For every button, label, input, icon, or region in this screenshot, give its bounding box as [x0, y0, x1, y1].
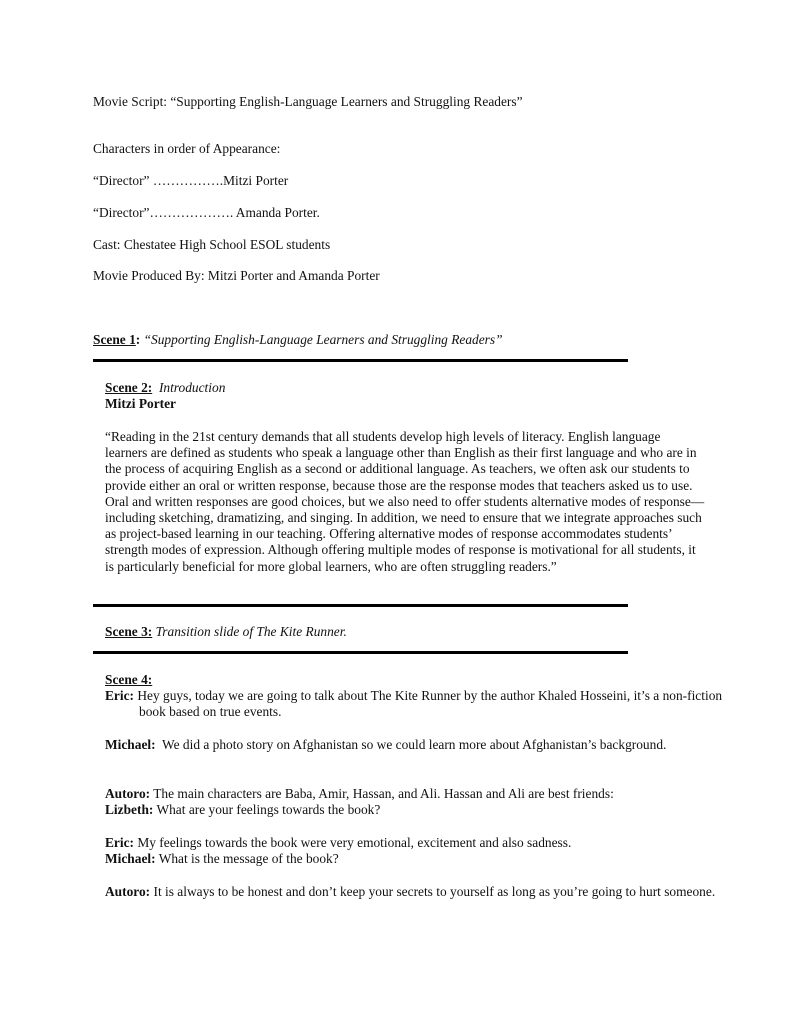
speaker-name: Michael: — [105, 737, 156, 752]
dialogue-line — [105, 737, 739, 753]
dialogue-text: My feelings towards the book were very emotional, excitement and also sadness. — [137, 835, 572, 850]
speaker-name: Autoro: — [105, 786, 151, 801]
scene-divider — [93, 359, 628, 362]
dialogue-line — [105, 786, 739, 802]
dialogue-text: What is the message of the book? — [158, 851, 339, 866]
characters-heading: Characters in order of Appearance: — [93, 141, 281, 156]
dialogue-text: It is always to be honest and don’t keep your secrets to yourself as long as you’re going to hurt someone. — [153, 884, 716, 899]
scene-3-label: Scene 3: — [105, 624, 153, 639]
dialogue-line — [105, 802, 739, 818]
credit-cast: Cast: Chestatee High School ESOL students — [93, 237, 331, 252]
dialogue-text: What are your feelings towards the book? — [156, 802, 381, 817]
speaker-name: Eric: — [105, 688, 134, 703]
scene-1-title: “Supporting English-Language Learners and Struggling Readers” — [143, 332, 503, 347]
speaker-name: Michael: — [105, 851, 156, 866]
credit-producers: Movie Produced By: Mitzi Porter and Amanda Porter — [93, 268, 380, 283]
speaker-name: Eric: — [105, 835, 134, 850]
scene-4-heading: Scene 4: — [105, 672, 153, 687]
scene-2-speaker: Mitzi Porter — [105, 396, 176, 411]
credit-director-2: “Director”………………. Amanda Porter. — [93, 205, 320, 220]
scene-3-title: Transition slide of The Kite Runner. — [155, 624, 347, 639]
scene-2-heading — [105, 380, 225, 396]
dialogue-line — [105, 851, 739, 867]
dialogue-line — [105, 688, 739, 720]
scene-divider — [93, 604, 628, 607]
scene-3-heading — [105, 624, 347, 640]
scene-1-sep: : — [135, 332, 144, 347]
scene-2-label: Scene 2: — [105, 380, 153, 395]
dialogue-line — [105, 835, 739, 851]
dialogue-text: We did a photo story on Afghanistan so we could learn more about Afghanistan’s background. — [162, 737, 667, 752]
script-title: Movie Script: “Supporting English-Language Learners and Struggling Readers” — [93, 94, 523, 109]
scene-2-monologue: “Reading in the 21st century demands that all students develop high levels of literacy. English language learners are defined as students who speak a language other than English as their first language and who are in the process of acquiring English as a second or additional language. As teachers, we often ask our students to provide either an oral or written response, because those are the response modes that teachers asked us to use. Oral and written responses are good choices, but we also need to offer students alternative modes of response—including sketching, dramatizing, and singing. In addition, we need to ensure that we integrate approaches such as project-based learning in our teaching. Offering alternative modes of response accommodates students’ strength modes of expression. Although offering multiple modes of response is motivational for all students, it is particularly beneficial for more global learners, who are often struggling readers.” — [105, 429, 705, 574]
dialogue-line — [105, 884, 739, 900]
scene-1-label: Scene 1 — [93, 332, 136, 347]
dialogue-text: Hey guys, today we are going to talk about The Kite Runner by the author Khaled Hosseini, it’s a non-fiction book based on true events. — [137, 688, 723, 720]
speaker-name: Lizbeth: — [105, 802, 154, 817]
scene-divider — [93, 651, 628, 654]
credit-director-1: “Director” …………….Mitzi Porter — [93, 173, 289, 188]
speaker-name: Autoro: — [105, 884, 151, 899]
scene-2-subtitle: Introduction — [158, 380, 226, 395]
dialogue-text: The main characters are Baba, Amir, Hassan, and Ali. Hassan and Ali are best friends: — [153, 786, 614, 801]
scene-1-heading — [93, 332, 503, 348]
